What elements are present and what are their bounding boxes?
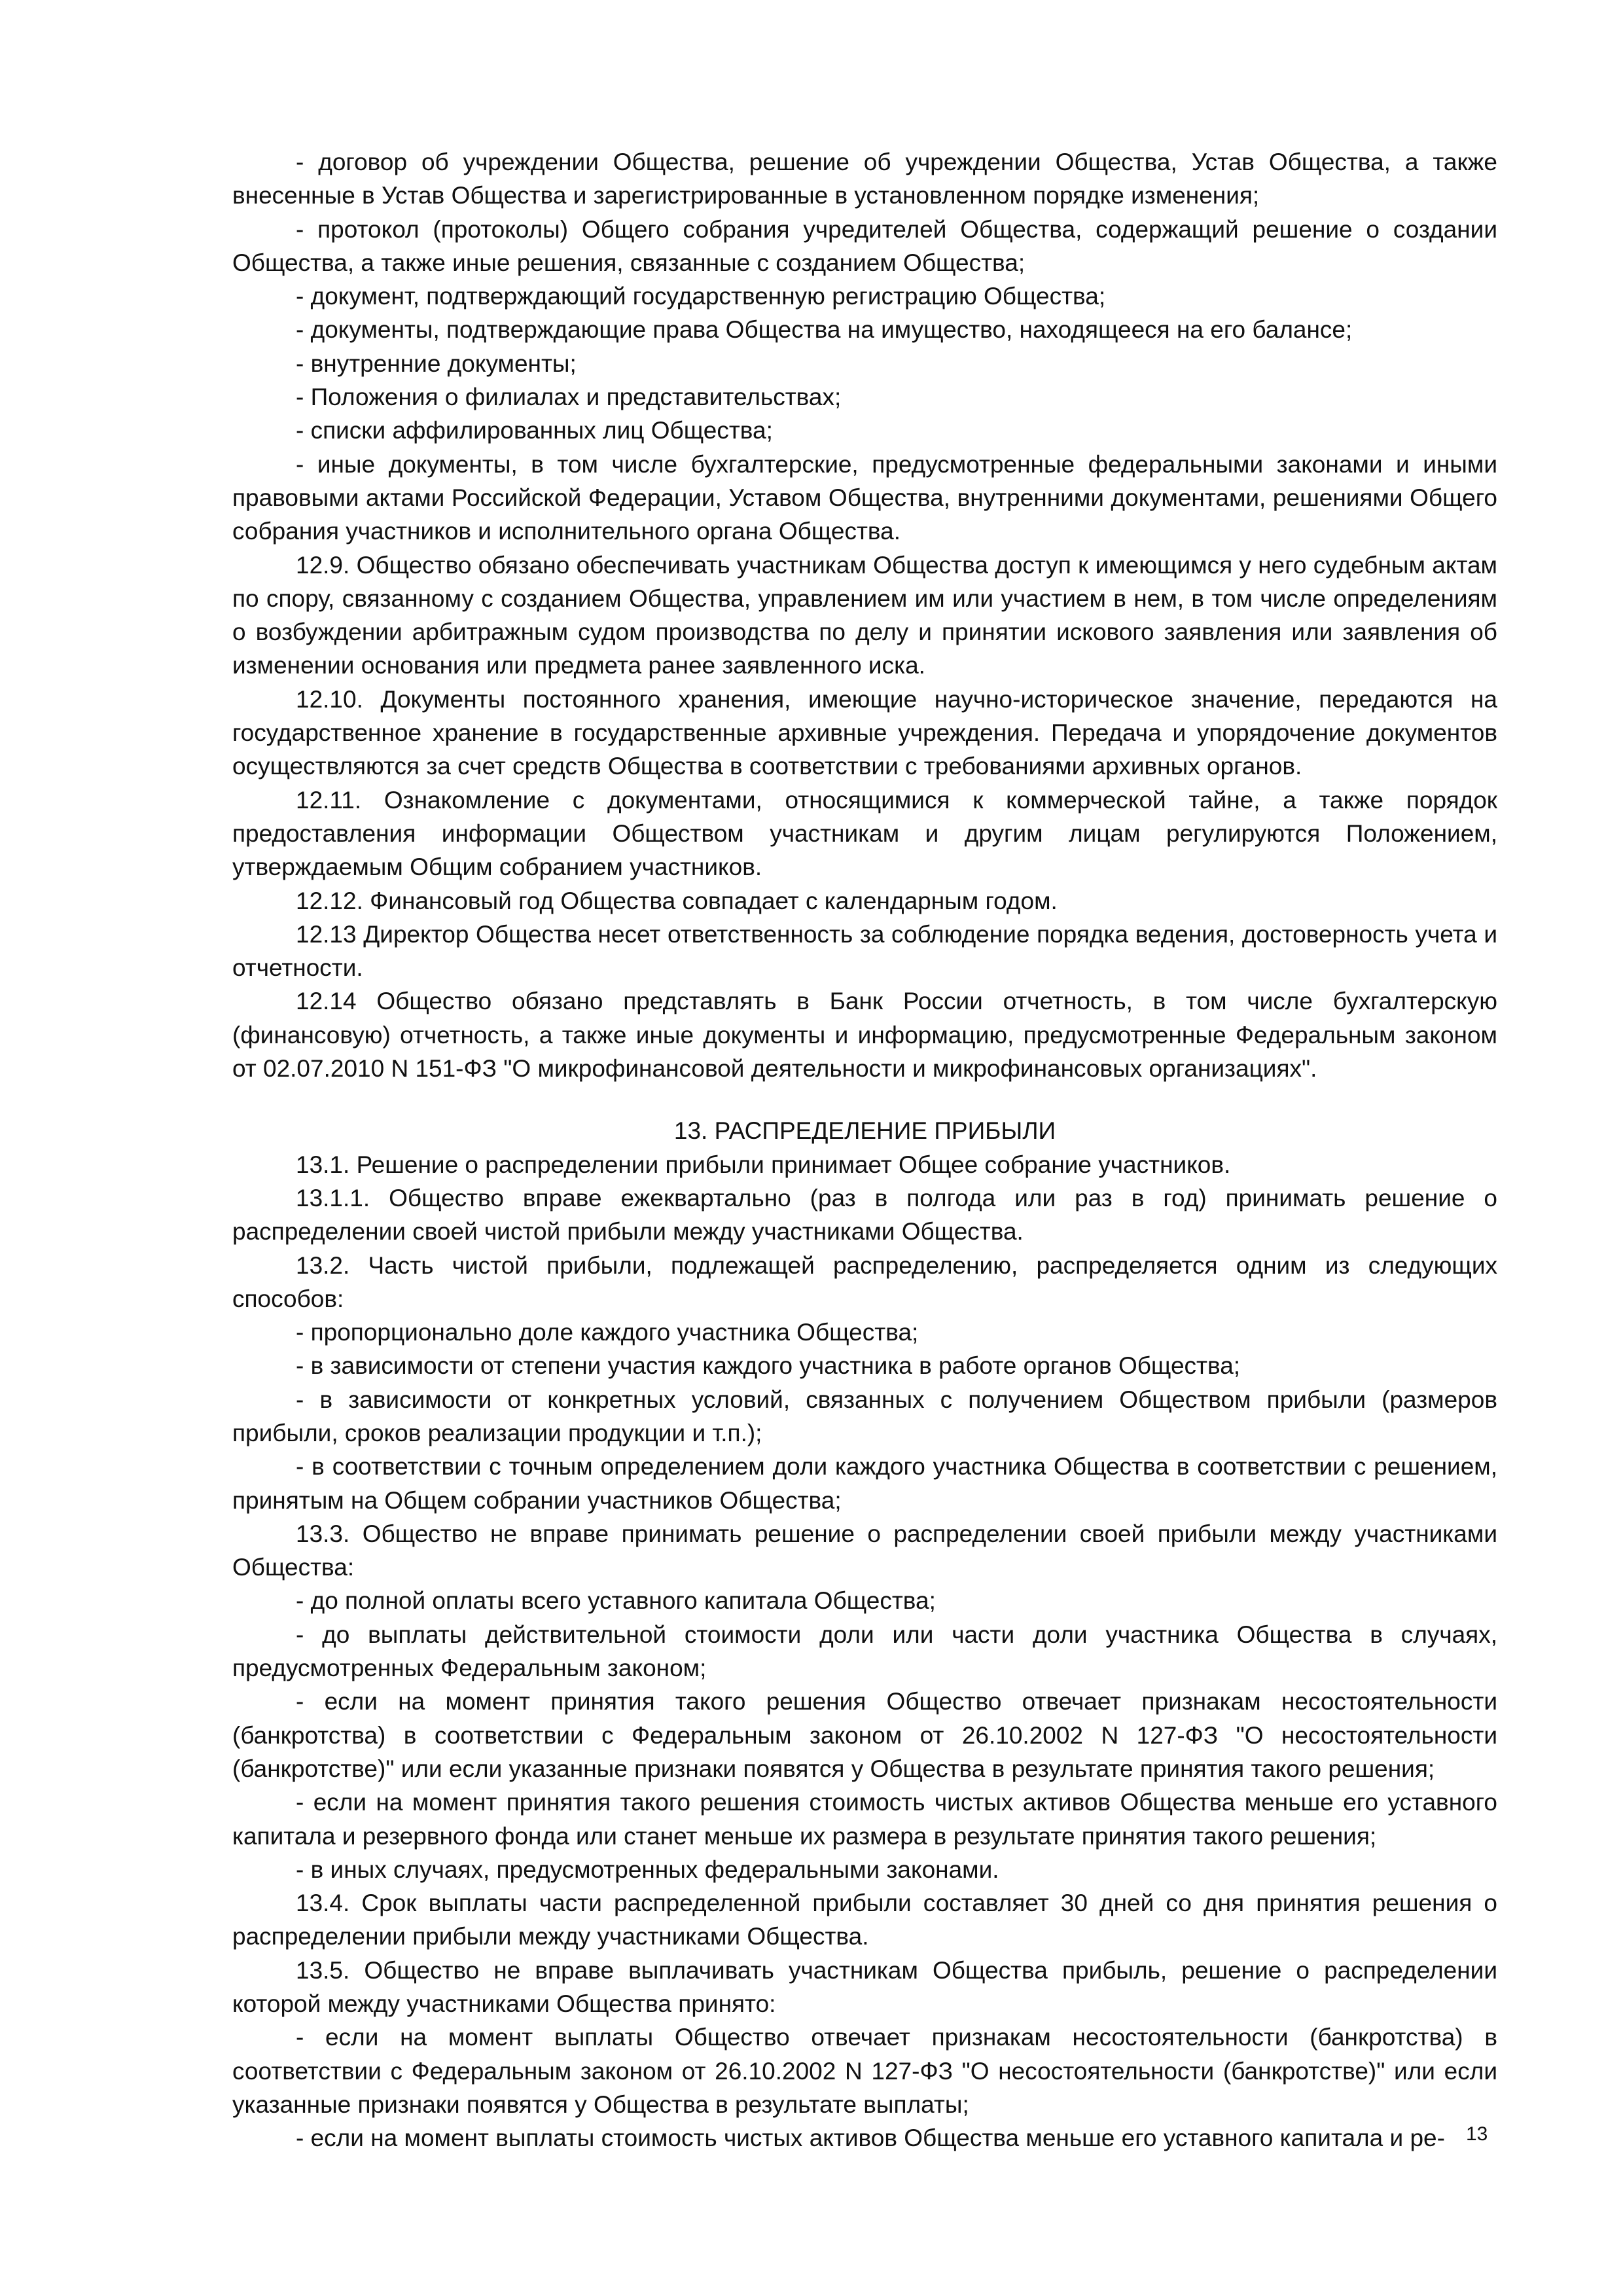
list-item: - если на момент принятия такого решения стоимость чистых активов Общества меньше его уставного капитала и резервного фонда или станет меньше их размера в результате принятия такого решения; <box>232 1789 1497 1850</box>
document-page <box>232 145 1497 2155</box>
paragraph: - протокол (протоколы) Общего собрания учредителей Общества, содержащий решение о создании Общества, а также иные решения, связанные с созданием Общества; <box>232 215 1497 276</box>
paragraph-13-4: 13.4. Срок выплаты части распределенной прибыли составляет 30 дней со дня принятия решения о распределении прибыли между участниками Общества. <box>232 1890 1497 1950</box>
paragraph-13-5: 13.5. Общество не вправе выплачивать участникам Общества прибыль, решение о распределении которой между участниками Общества принято: <box>232 1956 1497 2018</box>
paragraph-12-14: 12.14 Общество обязано представлять в Банк России отчетность, в том числе бухгалтерскую (финансовую) отчетность, а также иные документы и информацию, предусмотренные Федеральным законом от 02.07.2010 N 151-ФЗ "О микрофинансовой деятельности и микрофинансовых организациях". <box>232 988 1497 1083</box>
list-item: - если на момент выплаты стоимость чистых активов Общества меньше его уставного капитала и ре- <box>296 2125 1445 2152</box>
list-item: - до выплаты действительной стоимости доли или части доли участника Общества в случаях, предусмотренных Федеральным законом; <box>232 1621 1497 1682</box>
paragraph-12-11: 12.11. Ознакомление с документами, относящимися к коммерческой тайне, а также порядок предоставления информации Обществом участникам и другим лицам регулируются Положением, утверждаемым Общим собранием участников. <box>232 786 1497 881</box>
paragraph: - внутренние документы; <box>296 350 577 377</box>
paragraph: - договор об учреждении Общества, решение об учреждении Общества, Устав Общества, а также внесенные в Устав Общества и зарегистрированные в установленном порядке изменения; <box>232 149 1497 209</box>
paragraph: - документы, подтверждающие права Общества на имущество, находящееся на его балансе; <box>296 316 1353 344</box>
paragraph: - Положения о филиалах и представительствах; <box>296 384 842 411</box>
paragraph-12-9: 12.9. Общество обязано обеспечивать участникам Общества доступ к имеющимся у него судебным актам по спору, связанному с созданием Общества, управлением им или участием в нем, в том числе определениям о возбуждении арбитражным судом производства по делу и принятии искового заявления или заявления об изменении основания или предмета ранее заявленного иска. <box>232 551 1497 679</box>
list-item: - в зависимости от конкретных условий, связанных с получением Обществом прибыли (размеров прибыли, сроков реализации продукции и т.п.); <box>232 1386 1497 1446</box>
list-item: - в соответствии с точным определением доли каждого участника Общества в соответствии с решением, принятым на Общем собрании участников Общества; <box>232 1453 1497 1514</box>
paragraph-13-1-1: 13.1.1. Общество вправе ежеквартально (раз в полгода или раз в год) принимать решение о распределении своей чистой прибыли между участниками Общества. <box>232 1184 1497 1246</box>
list-item: - пропорционально доле каждого участника Общества; <box>296 1319 919 1346</box>
paragraph-13-1: 13.1. Решение о распределении прибыли принимает Общее собрание участников. <box>296 1151 1231 1178</box>
page-number: 13 <box>1466 2123 1488 2145</box>
paragraph-13-2: 13.2. Часть чистой прибыли, подлежащей распределению, распределяется одним из следующих способов: <box>232 1251 1497 1312</box>
list-item: - в иных случаях, предусмотренных федеральными законами. <box>296 1856 999 1883</box>
paragraph: - списки аффилированных лиц Общества; <box>296 417 773 444</box>
paragraph-13-3: 13.3. Общество не вправе принимать решение о распределении своей прибыли между участниками Общества: <box>232 1520 1497 1581</box>
paragraph: - документ, подтверждающий государственную регистрацию Общества; <box>296 283 1106 310</box>
list-item: - если на момент выплаты Общество отвечает признакам несостоятельности (банкротства) в соответствии с Федеральным законом от 26.10.2002 N 127-ФЗ "О несостоятельности (банкротстве)" или если указанные признаки появятся у Общества в результате выплаты; <box>232 2024 1497 2118</box>
list-item: - в зависимости от степени участия каждого участника в работе органов Общества; <box>296 1352 1241 1380</box>
paragraph: - иные документы, в том числе бухгалтерские, предусмотренные федеральными законами и иными правовыми актами Российской Федерации, Уставом Общества, внутренними документами, решениями Общего собрания участников и исполнительного органа Общества. <box>232 450 1497 545</box>
section-heading: 13. РАСПРЕДЕЛЕНИЕ ПРИБЫЛИ <box>673 1117 1056 1145</box>
paragraph-12-12: 12.12. Финансовый год Общества совпадает с календарным годом. <box>296 887 1058 914</box>
paragraph-12-10: 12.10. Документы постоянного хранения, имеющие научно-историческое значение, передаются на государственное хранение в государственные архивные учреждения. Передача и упорядочение документов осуществляются за счет средств Общества в соответствии с требованиями архивных органов. <box>232 685 1497 780</box>
list-item: - до полной оплаты всего уставного капитала Общества; <box>296 1587 936 1615</box>
paragraph-12-13: 12.13 Директор Общества несет ответственность за соблюдение порядка ведения, достоверность учета и отчетности. <box>232 920 1497 982</box>
list-item: - если на момент принятия такого решения Общество отвечает признакам несостоятельности (банкротства) в соответствии с Федеральным законом от 26.10.2002 N 127-ФЗ "О несостоятельности (банкротстве)" или если указанные признаки появятся у Общества в результате принятия такого решения; <box>232 1688 1497 1782</box>
section-13 <box>232 1148 1497 2155</box>
section-12-continuation <box>232 145 1497 1085</box>
